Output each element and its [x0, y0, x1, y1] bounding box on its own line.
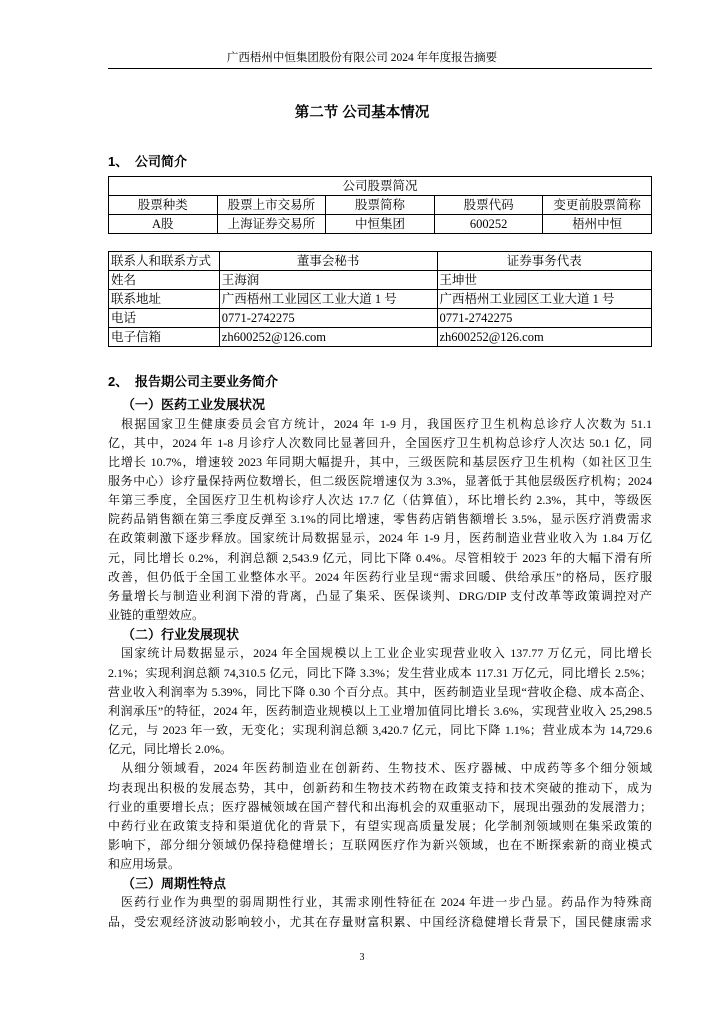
- stock-exchange-cell: 上海证券交易所: [217, 215, 326, 234]
- text-line: 业链的重塑效应。: [108, 608, 205, 623]
- securities-rep-cell: 广西梧州工业园区工业大道 1 号: [437, 290, 652, 309]
- stock-type-cell: A股: [109, 215, 218, 234]
- stock-table-caption-row: [109, 177, 652, 196]
- text-line: 根据国家卫生健康委员会官方统计，2024 年 1-9 月，我国医疗卫生机构总诊疗人次数为 51.1: [121, 416, 652, 431]
- securities-rep-cell: 王坤世: [437, 271, 652, 290]
- header-rule: [108, 68, 652, 69]
- stock-table-header-cell: 股票代码: [434, 196, 543, 215]
- section-title: 第二节 公司基本情况: [294, 105, 430, 121]
- text-line: 营业收入利润率为 5.39%，同比下降 0.30 个百分点。其中，医药制造业呈现“营收企稳、成本高企、: [108, 684, 652, 699]
- contact-row-address: [109, 290, 652, 309]
- text-line: 影响下，部分细分领域仍保持稳健增长；互联网医疗作为新兴领域，也在不断探索新的商业模式: [108, 837, 652, 852]
- securities-rep-cell: zh600252@126.com: [437, 328, 652, 347]
- stock-table: [108, 176, 652, 234]
- section-number: 2、: [108, 374, 129, 389]
- contact-row-label: 联系地址: [109, 290, 220, 309]
- text-line: 和应用场景。: [108, 857, 181, 872]
- text-line: 服务中心）诊疗量保持两位数增长，但二级医院增速仅为 3.3%，显著低于其他层级医疗机构；2024: [108, 474, 652, 489]
- board-secretary-cell: 0771-2742275: [219, 309, 437, 328]
- stock-table-row: [109, 215, 652, 234]
- text-line: 从细分领域看，2024 年医药制造业在创新药、生物技术、医疗器械、中成药等多个细分领域: [121, 761, 652, 776]
- page-header: 广西梧州中恒集团股份有限公司 2024 年年度报告摘要: [226, 52, 498, 64]
- text-line: 在政策刺激下逐步释放。国家统计局数据显示，2024 年 1-9 月，医药制造业营业收入为 1.84 万亿: [108, 531, 652, 546]
- text-line: 中药行业在政策支持和渠道优化的背景下，有望实现高质量发展；化学制剂领域则在集采政策的: [108, 818, 652, 833]
- former-short-name-cell: 梧州中恒: [543, 215, 652, 234]
- text-line: 比增长 10.7%，增速较 2023 年同期大幅提升，其中，三级医院和基层医疗卫生机构（如社区卫生: [108, 454, 652, 469]
- section-heading-text: 报告期公司主要业务简介: [135, 374, 279, 389]
- paragraph-industry-figures: [108, 644, 652, 759]
- board-secretary-cell: zh600252@126.com: [219, 328, 437, 347]
- contact-table-header-cell: 证券事务代表: [437, 252, 652, 271]
- text-line: 亿，其中，2024 年 1-8 月诊疗人次数同比显著回升，全国医疗卫生机构总诊疗人次达 50.1 亿，同: [108, 435, 652, 450]
- subsection-heading-cyclicality: （三）周期性特点: [122, 876, 227, 892]
- paragraph-subsectors: [108, 759, 652, 874]
- paragraph-industry-status: [108, 415, 652, 626]
- page-number: 3: [359, 952, 365, 963]
- company-profile-heading: [108, 154, 187, 170]
- securities-rep-cell: 0771-2742275: [437, 309, 652, 328]
- text-line: 亿元，与 2023 年一致，无变化；实现利润总额 3,420.7 亿元，同比下降 1.1%；营业成本为 14,729.6: [108, 723, 652, 738]
- contact-table-header-cell: 联系人和联系方式: [109, 252, 220, 271]
- stock-table-header-cell: 股票简称: [326, 196, 435, 215]
- contact-row-label: 姓名: [109, 271, 220, 290]
- contact-row-name: [109, 271, 652, 290]
- contact-row-phone: [109, 309, 652, 328]
- board-secretary-cell: 王海润: [219, 271, 437, 290]
- text-line: 2.1%；实现利润总额 74,310.5 亿元，同比下降 3.3%；发生营业成本 117.31 万亿元，同比增长 2.5%；: [108, 665, 652, 680]
- contact-table-header-row: [109, 252, 652, 271]
- business-overview-body: [108, 395, 652, 931]
- contact-row-label: 电子信箱: [109, 328, 220, 347]
- subsection-heading-industry-current: （二）行业发展现状: [122, 627, 240, 643]
- stock-code-cell: 600252: [434, 215, 543, 234]
- text-line: 年第三季度，全国医疗卫生机构诊疗人次达 17.7 亿（估算值），环比增长约 2.3%，其中，等级医: [108, 493, 652, 508]
- business-overview-heading: [108, 374, 278, 390]
- stock-table-header-cell: 股票种类: [109, 196, 218, 215]
- contact-row-email: [109, 328, 652, 347]
- stock-table-header-cell: 股票上市交易所: [217, 196, 326, 215]
- paragraph-cyclicality: [108, 893, 652, 931]
- contact-table-header-cell: 董事会秘书: [219, 252, 437, 271]
- contact-row-label: 电话: [109, 309, 220, 328]
- text-line: 品，受宏观经济波动影响较小，尤其在存量财富积累、中国经济稳健增长背景下，国民健康需求: [108, 914, 652, 929]
- text-line: 务量增长与制造业利润下滑的背离，凸显了集采、医保谈判、DRG/DIP 支付改革等政策调控对产: [108, 588, 652, 603]
- section-heading-text: 公司简介: [135, 154, 188, 169]
- stock-table-header-cell: 变更前股票简称: [543, 196, 652, 215]
- text-line: 均表现出积极的发展态势，其中，创新药和生物技术药物在政策支持和技术突破的推动下，成为: [108, 780, 652, 795]
- stock-table-header-row: [109, 196, 652, 215]
- text-line: 国家统计局数据显示，2024 年全国规模以上工业企业实现营业收入 137.77 万亿元，同比增长: [121, 646, 652, 661]
- text-line: 利润承压”的特征，2024 年，医药制造业规模以上工业增加值同比增长 3.6%，实现营业收入 25,298.5: [108, 703, 652, 718]
- board-secretary-cell: 广西梧州工业园区工业大道 1 号: [219, 290, 437, 309]
- text-line: 行业的重要增长点；医疗器械领域在国产替代和出海机会的双重驱动下，展现出强劲的发展潜力；: [108, 799, 652, 814]
- text-line: 元，同比增长 0.2%，利润总额 2,543.9 亿元，同比下降 0.4%。尽管相较于 2023 年的大幅下滑有所: [108, 550, 652, 565]
- text-line: 院药品销售额在第三季度反弹至 3.1%的同比增速，零售药店销售额增长 3.5%，显示医疗消费需求: [108, 512, 652, 527]
- text-line: 改善，但仍低于全国工业整体水平。2024 年医药行业呈现“需求回暖、供给承压”的格局，医疗服: [108, 569, 652, 584]
- text-line: 亿元，同比增长 2.0%。: [108, 742, 232, 757]
- text-line: 医药行业作为典型的弱周期性行业，其需求刚性特征在 2024 年进一步凸显。药品作为特殊商: [121, 895, 652, 910]
- stock-table-caption: 公司股票简况: [109, 177, 652, 196]
- subsection-heading-industry-status: （一）医药工业发展状况: [122, 397, 266, 413]
- section-number: 1、: [108, 154, 129, 169]
- stock-short-name-cell: 中恒集团: [326, 215, 435, 234]
- contact-table: [108, 251, 652, 347]
